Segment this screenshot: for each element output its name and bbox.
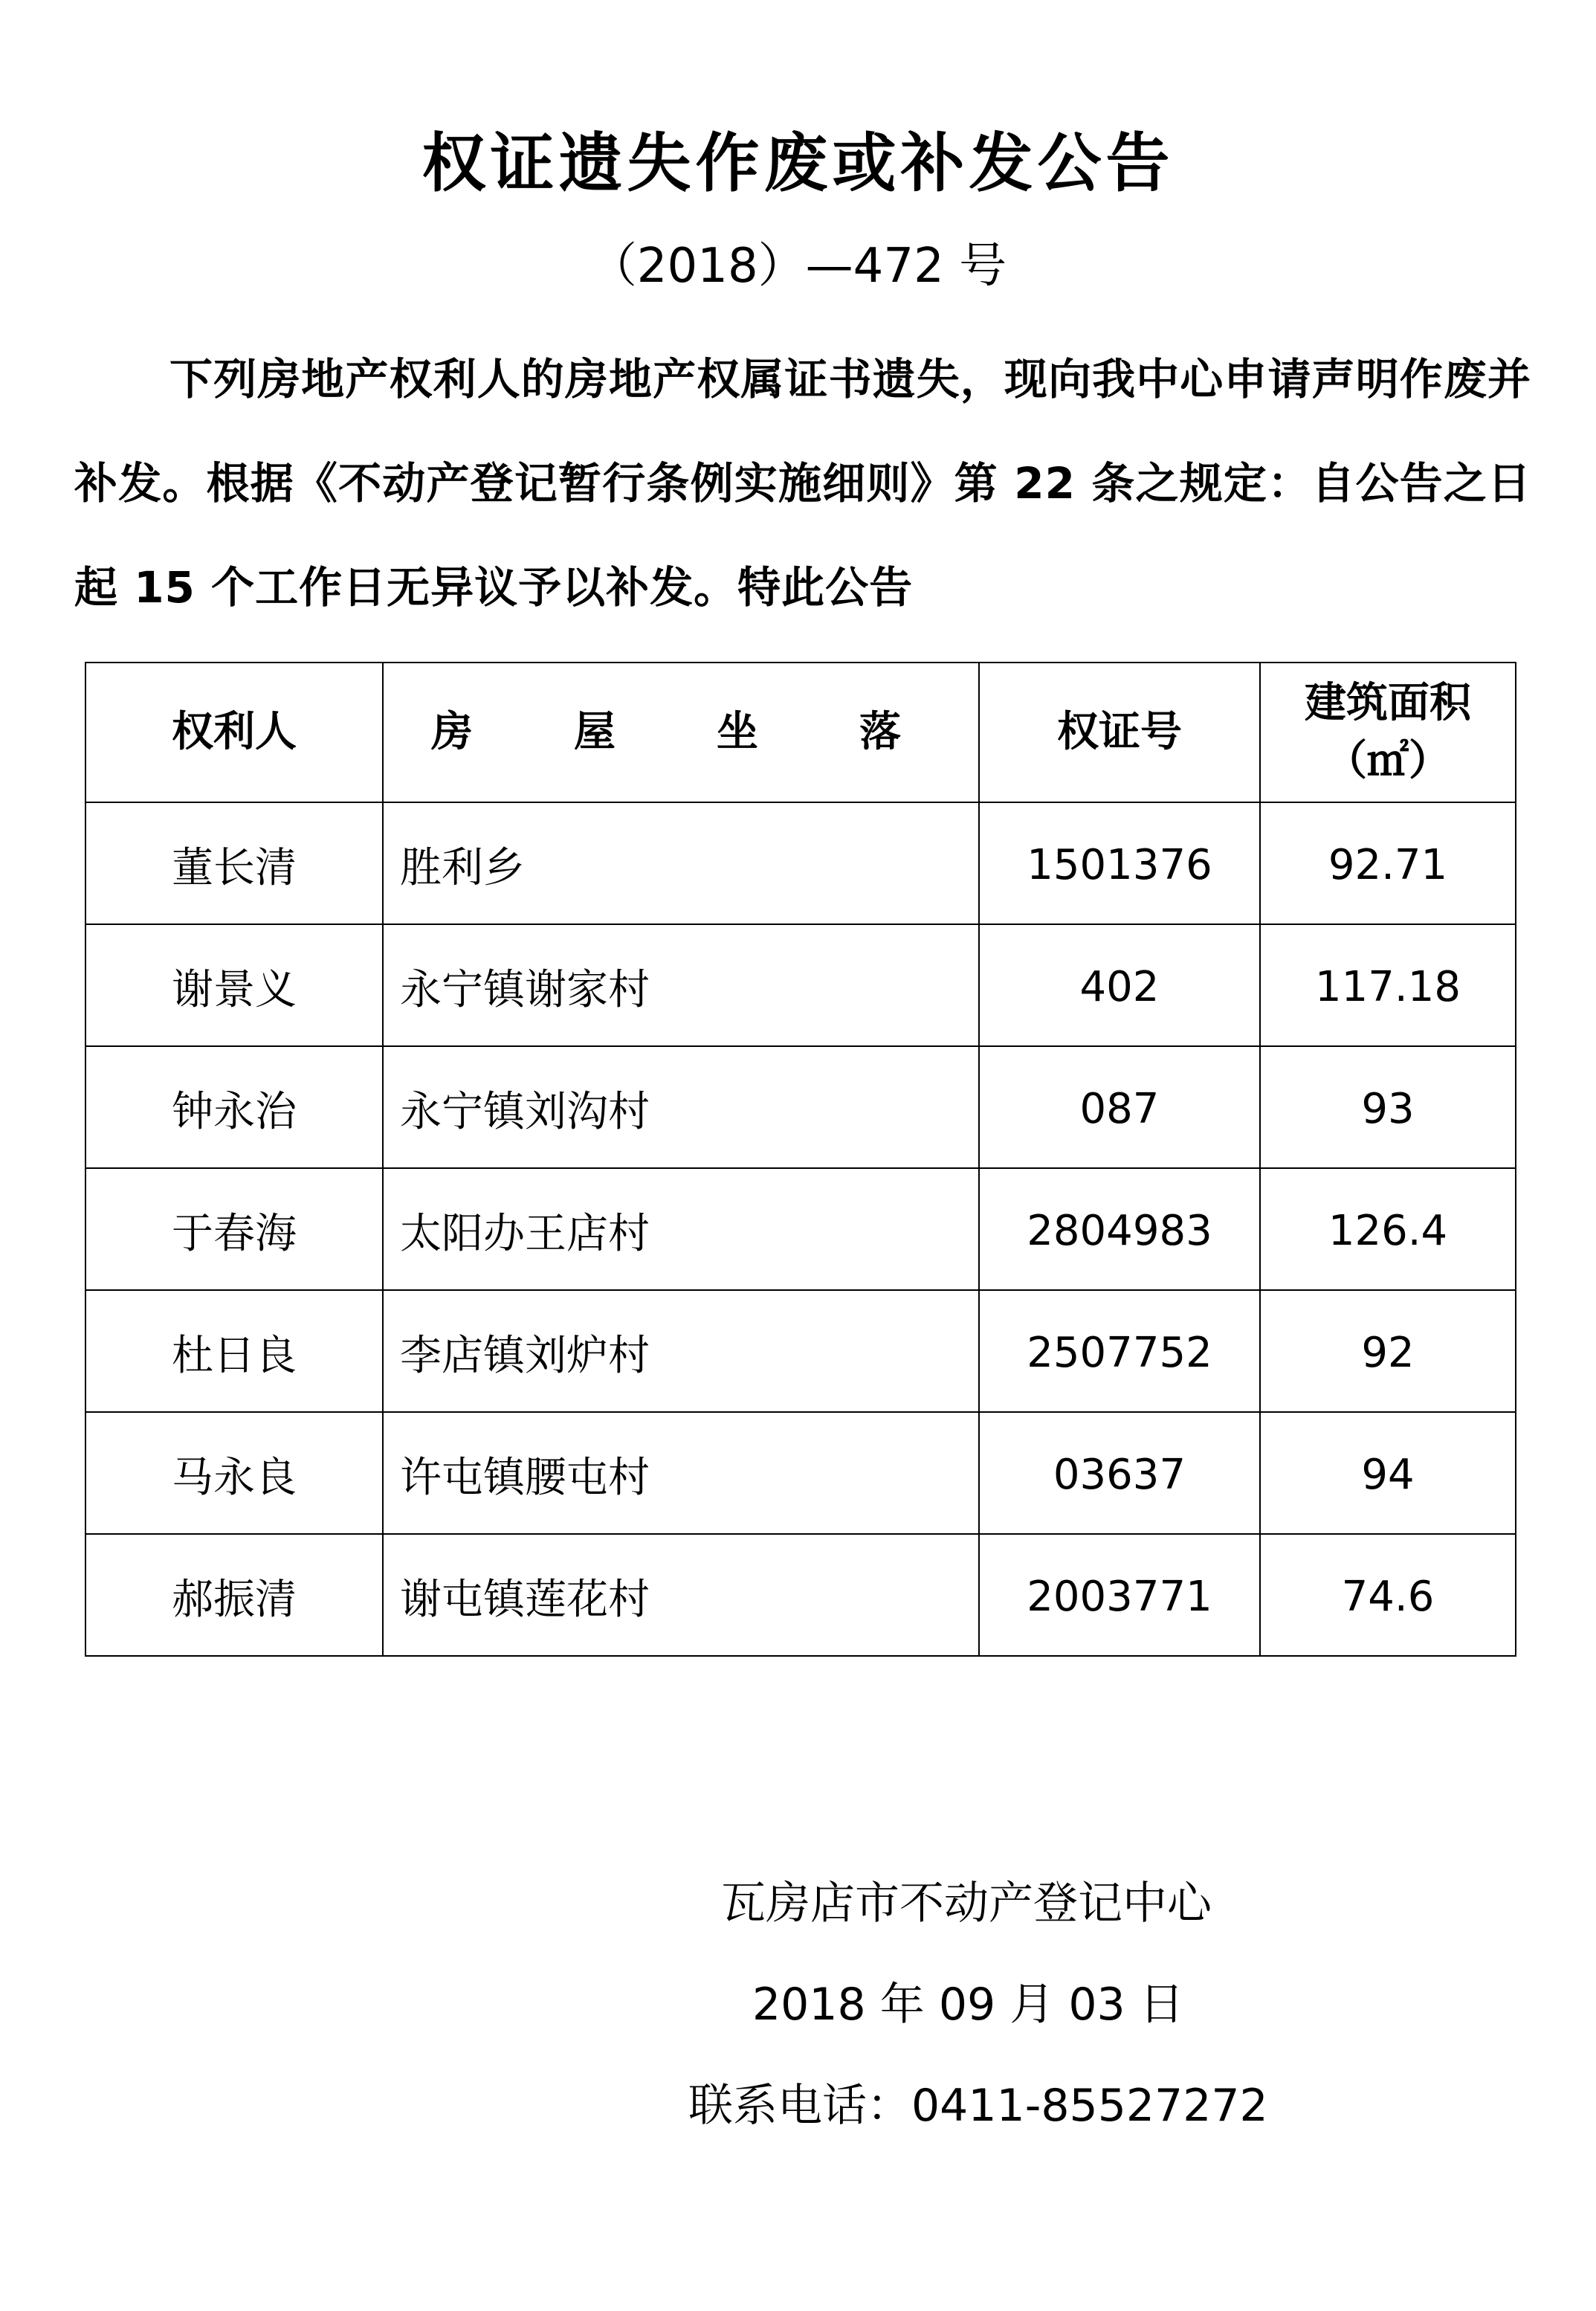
cell-location: 许屯镇腰屯村: [383, 1412, 979, 1534]
cell-cert-no: 402: [979, 924, 1260, 1046]
table-row: [85, 1168, 1516, 1290]
cell-owner: 马永良: [85, 1412, 383, 1534]
cell-cert-no: 03637: [979, 1412, 1260, 1534]
table-row: [85, 1534, 1516, 1656]
cell-area: 94: [1260, 1412, 1516, 1534]
cell-cert-no: 087: [979, 1046, 1260, 1168]
table-row: [85, 924, 1516, 1046]
table-header-row: [85, 663, 1516, 802]
header-cert-no: 权证号: [979, 663, 1260, 802]
header-owner: 权利人: [85, 663, 383, 802]
contact-phone: 联系电话：0411-85527272: [688, 2080, 1268, 2132]
cell-owner: 杜日良: [85, 1290, 383, 1412]
records-table: [85, 662, 1516, 1657]
cell-area: 92.71: [1260, 802, 1516, 924]
cell-location: 李店镇刘炉村: [383, 1290, 979, 1412]
cell-location: 谢屯镇莲花村: [383, 1534, 979, 1656]
cell-owner: 于春海: [85, 1168, 383, 1290]
page-title: 权证遗失作废或补发公告: [421, 126, 1175, 201]
table-row: [85, 1290, 1516, 1412]
notice-number: （2018）—472 号: [589, 239, 1007, 294]
cell-owner: 郝振清: [85, 1534, 383, 1656]
notice-body: 下列房地产权利人的房地产权属证书遗失，现向我中心申请声明作废并补发。根据《不动产登记暂行条例实施细则》第 22 条之规定：自公告之日起 15 个工作日无异议予以补发。特此公告: [74, 354, 1531, 613]
table-row: [85, 1046, 1516, 1168]
cell-location: 永宁镇刘沟村: [383, 1046, 979, 1168]
cell-area: 74.6: [1260, 1534, 1516, 1656]
header-area: [1260, 663, 1516, 802]
cell-cert-no: 2003771: [979, 1534, 1260, 1656]
cell-owner: 董长清: [85, 802, 383, 924]
cell-owner: 谢景义: [85, 924, 383, 1046]
cell-owner: 钟永治: [85, 1046, 383, 1168]
cell-location: 胜利乡: [383, 802, 979, 924]
header-location: 房 屋 坐 落: [383, 663, 979, 802]
cell-area: 92: [1260, 1290, 1516, 1412]
cell-location: 永宁镇谢家村: [383, 924, 979, 1046]
issuing-organization: 瓦房店市不动产登记中心: [721, 1878, 1212, 1930]
cell-cert-no: 1501376: [979, 802, 1260, 924]
header-area-label: 建筑面积: [1305, 679, 1471, 727]
issue-date: 2018 年 09 月 03 日: [752, 1979, 1184, 2031]
header-area-unit: （㎡）: [1325, 737, 1450, 785]
table-row: [85, 802, 1516, 924]
cell-location: 太阳办王店村: [383, 1168, 979, 1290]
cell-area: 117.18: [1260, 924, 1516, 1046]
cell-area: 93: [1260, 1046, 1516, 1168]
table-row: [85, 1412, 1516, 1534]
cell-cert-no: 2507752: [979, 1290, 1260, 1412]
cell-cert-no: 2804983: [979, 1168, 1260, 1290]
cell-area: 126.4: [1260, 1168, 1516, 1290]
